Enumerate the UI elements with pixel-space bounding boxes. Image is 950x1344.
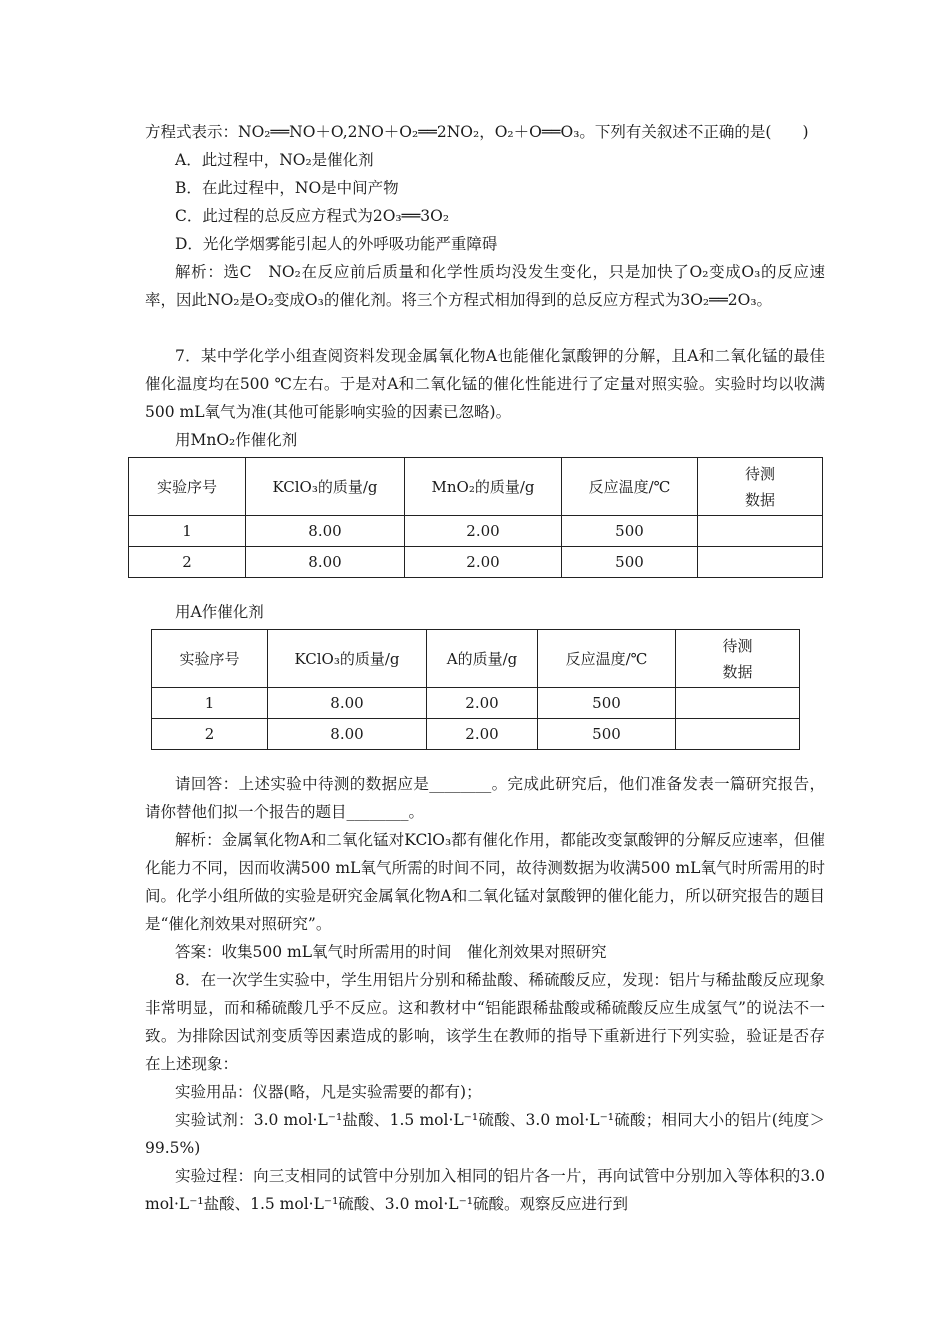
table-row xyxy=(152,719,800,750)
q8-process: 实验过程：向三支相同的试管中分别加入相同的铝片各一片，再向试管中分别加入等体积的3.0 mol·L⁻¹盐酸、1.5 mol·L⁻¹硫酸、3.0 mol·L⁻¹硫酸。观察反应进行到 xyxy=(145,1167,825,1213)
table-header-row xyxy=(129,458,823,516)
table-header-cell: KClO₃的质量/g xyxy=(268,630,427,688)
table-cell: 2 xyxy=(152,719,268,750)
table-cell: 500 xyxy=(538,688,676,719)
q7-answer: 答案：收集500 mL氧气时所需用的时间 催化剂效果对照研究 xyxy=(175,943,607,961)
table-cell: 1 xyxy=(129,516,246,547)
q7-stem: 7．某中学化学小组查阅资料发现金属氧化物A也能催化氯酸钾的分解，且A和二氧化锰的最佳催化温度均在500 ℃左右。于是对A和二氧化锰的催化性能进行了定量对照实验。实验时均以收满500 mL氧气为准(其他可能影响实验的因素已忽略)。 xyxy=(145,347,825,421)
table-header-cell: MnO₂的质量/g xyxy=(405,458,562,516)
table-header-cell: 待测 数据 xyxy=(676,630,800,688)
table2-caption: 用A作催化剂 xyxy=(175,603,264,621)
table-cell xyxy=(698,516,823,547)
q6-analysis: 解析：选C NO₂在反应前后质量和化学性质均没发生变化，只是加快了O₂变成O₃的反应速率，因此NO₂是O₂变成O₃的催化剂。将三个方程式相加得到的总反应方程式为3O₂══2O₃。 xyxy=(145,263,825,309)
table-cell: 2.00 xyxy=(405,516,562,547)
table-header-cell: 实验序号 xyxy=(152,630,268,688)
table-cell: 2.00 xyxy=(427,719,538,750)
table-cell: 2.00 xyxy=(427,688,538,719)
table-row xyxy=(129,547,823,578)
q8-supplies: 实验用品：仪器(略，凡是实验需要的都有)； xyxy=(175,1083,482,1101)
q6-option-b: B．在此过程中，NO是中间产物 xyxy=(175,179,399,197)
q7-question: 请回答：上述实验中待测的数据应是________。完成此研究后，他们准备发表一篇研究报告，请你替他们拟一个报告的题目________。 xyxy=(145,775,825,821)
q6-option-d: D．光化学烟雾能引起人的外呼吸功能严重障碍 xyxy=(175,235,498,253)
table-cell: 8.00 xyxy=(268,688,427,719)
table-header-cell: A的质量/g xyxy=(427,630,538,688)
table-header-cell: 待测 数据 xyxy=(698,458,823,516)
table-cell: 8.00 xyxy=(246,516,405,547)
q8-reagents: 实验试剂：3.0 mol·L⁻¹盐酸、1.5 mol·L⁻¹硫酸、3.0 mol·L⁻¹硫酸；相同大小的铝片(纯度＞99.5%) xyxy=(145,1111,825,1157)
table-header-cell: 反应温度/℃ xyxy=(538,630,676,688)
table-cell: 500 xyxy=(562,516,698,547)
table-cell xyxy=(698,547,823,578)
table-cell: 8.00 xyxy=(268,719,427,750)
q6-option-c: C．此过程的总反应方程式为2O₃══3O₂ xyxy=(175,207,450,225)
table-cell xyxy=(676,719,800,750)
table-cell xyxy=(676,688,800,719)
table-cell: 500 xyxy=(538,719,676,750)
q8-stem: 8．在一次学生实验中，学生用铝片分别和稀盐酸、稀硫酸反应，发现：铝片与稀盐酸反应现象非常明显，而和稀硫酸几乎不反应。这和教材中“铝能跟稀盐酸或稀硫酸反应生成氢气”的说法不一致。为排除因试剂变质等因素造成的影响，该学生在教师的指导下重新进行下列实验，验证是否存在上述现象： xyxy=(145,971,825,1073)
table-header-cell: 反应温度/℃ xyxy=(562,458,698,516)
table-header-cell: KClO₃的质量/g xyxy=(246,458,405,516)
table-header-row xyxy=(152,630,800,688)
table-cell: 2.00 xyxy=(405,547,562,578)
q7-analysis: 解析：金属氧化物A和二氧化锰对KClO₃都有催化作用，都能改变氯酸钾的分解反应速率，但催化能力不同，因而收满500 mL氧气所需的时间不同，故待测数据为收满500 mL氧气时所需用的时间。化学小组所做的实验是研究金属氧化物A和二氧化锰对氯酸钾的催化能力，所以研究报告的题目是“催化剂效果对照研究”。 xyxy=(145,831,825,933)
mno2-table xyxy=(128,457,823,578)
q6-stem: 方程式表示：NO₂══NO＋O,2NO＋O₂══2NO₂，O₂＋O══O₃。下列有关叙述不正确的是( ) xyxy=(145,123,809,141)
q6-option-a: A．此过程中，NO₂是催化剂 xyxy=(175,151,374,169)
table-cell: 2 xyxy=(129,547,246,578)
table-cell: 500 xyxy=(562,547,698,578)
table1-caption: 用MnO₂作催化剂 xyxy=(175,431,298,449)
catalyst-a-table xyxy=(151,629,800,750)
table-row xyxy=(129,516,823,547)
table-row xyxy=(152,688,800,719)
table-header-cell: 实验序号 xyxy=(129,458,246,516)
table-cell: 8.00 xyxy=(246,547,405,578)
table-cell: 1 xyxy=(152,688,268,719)
